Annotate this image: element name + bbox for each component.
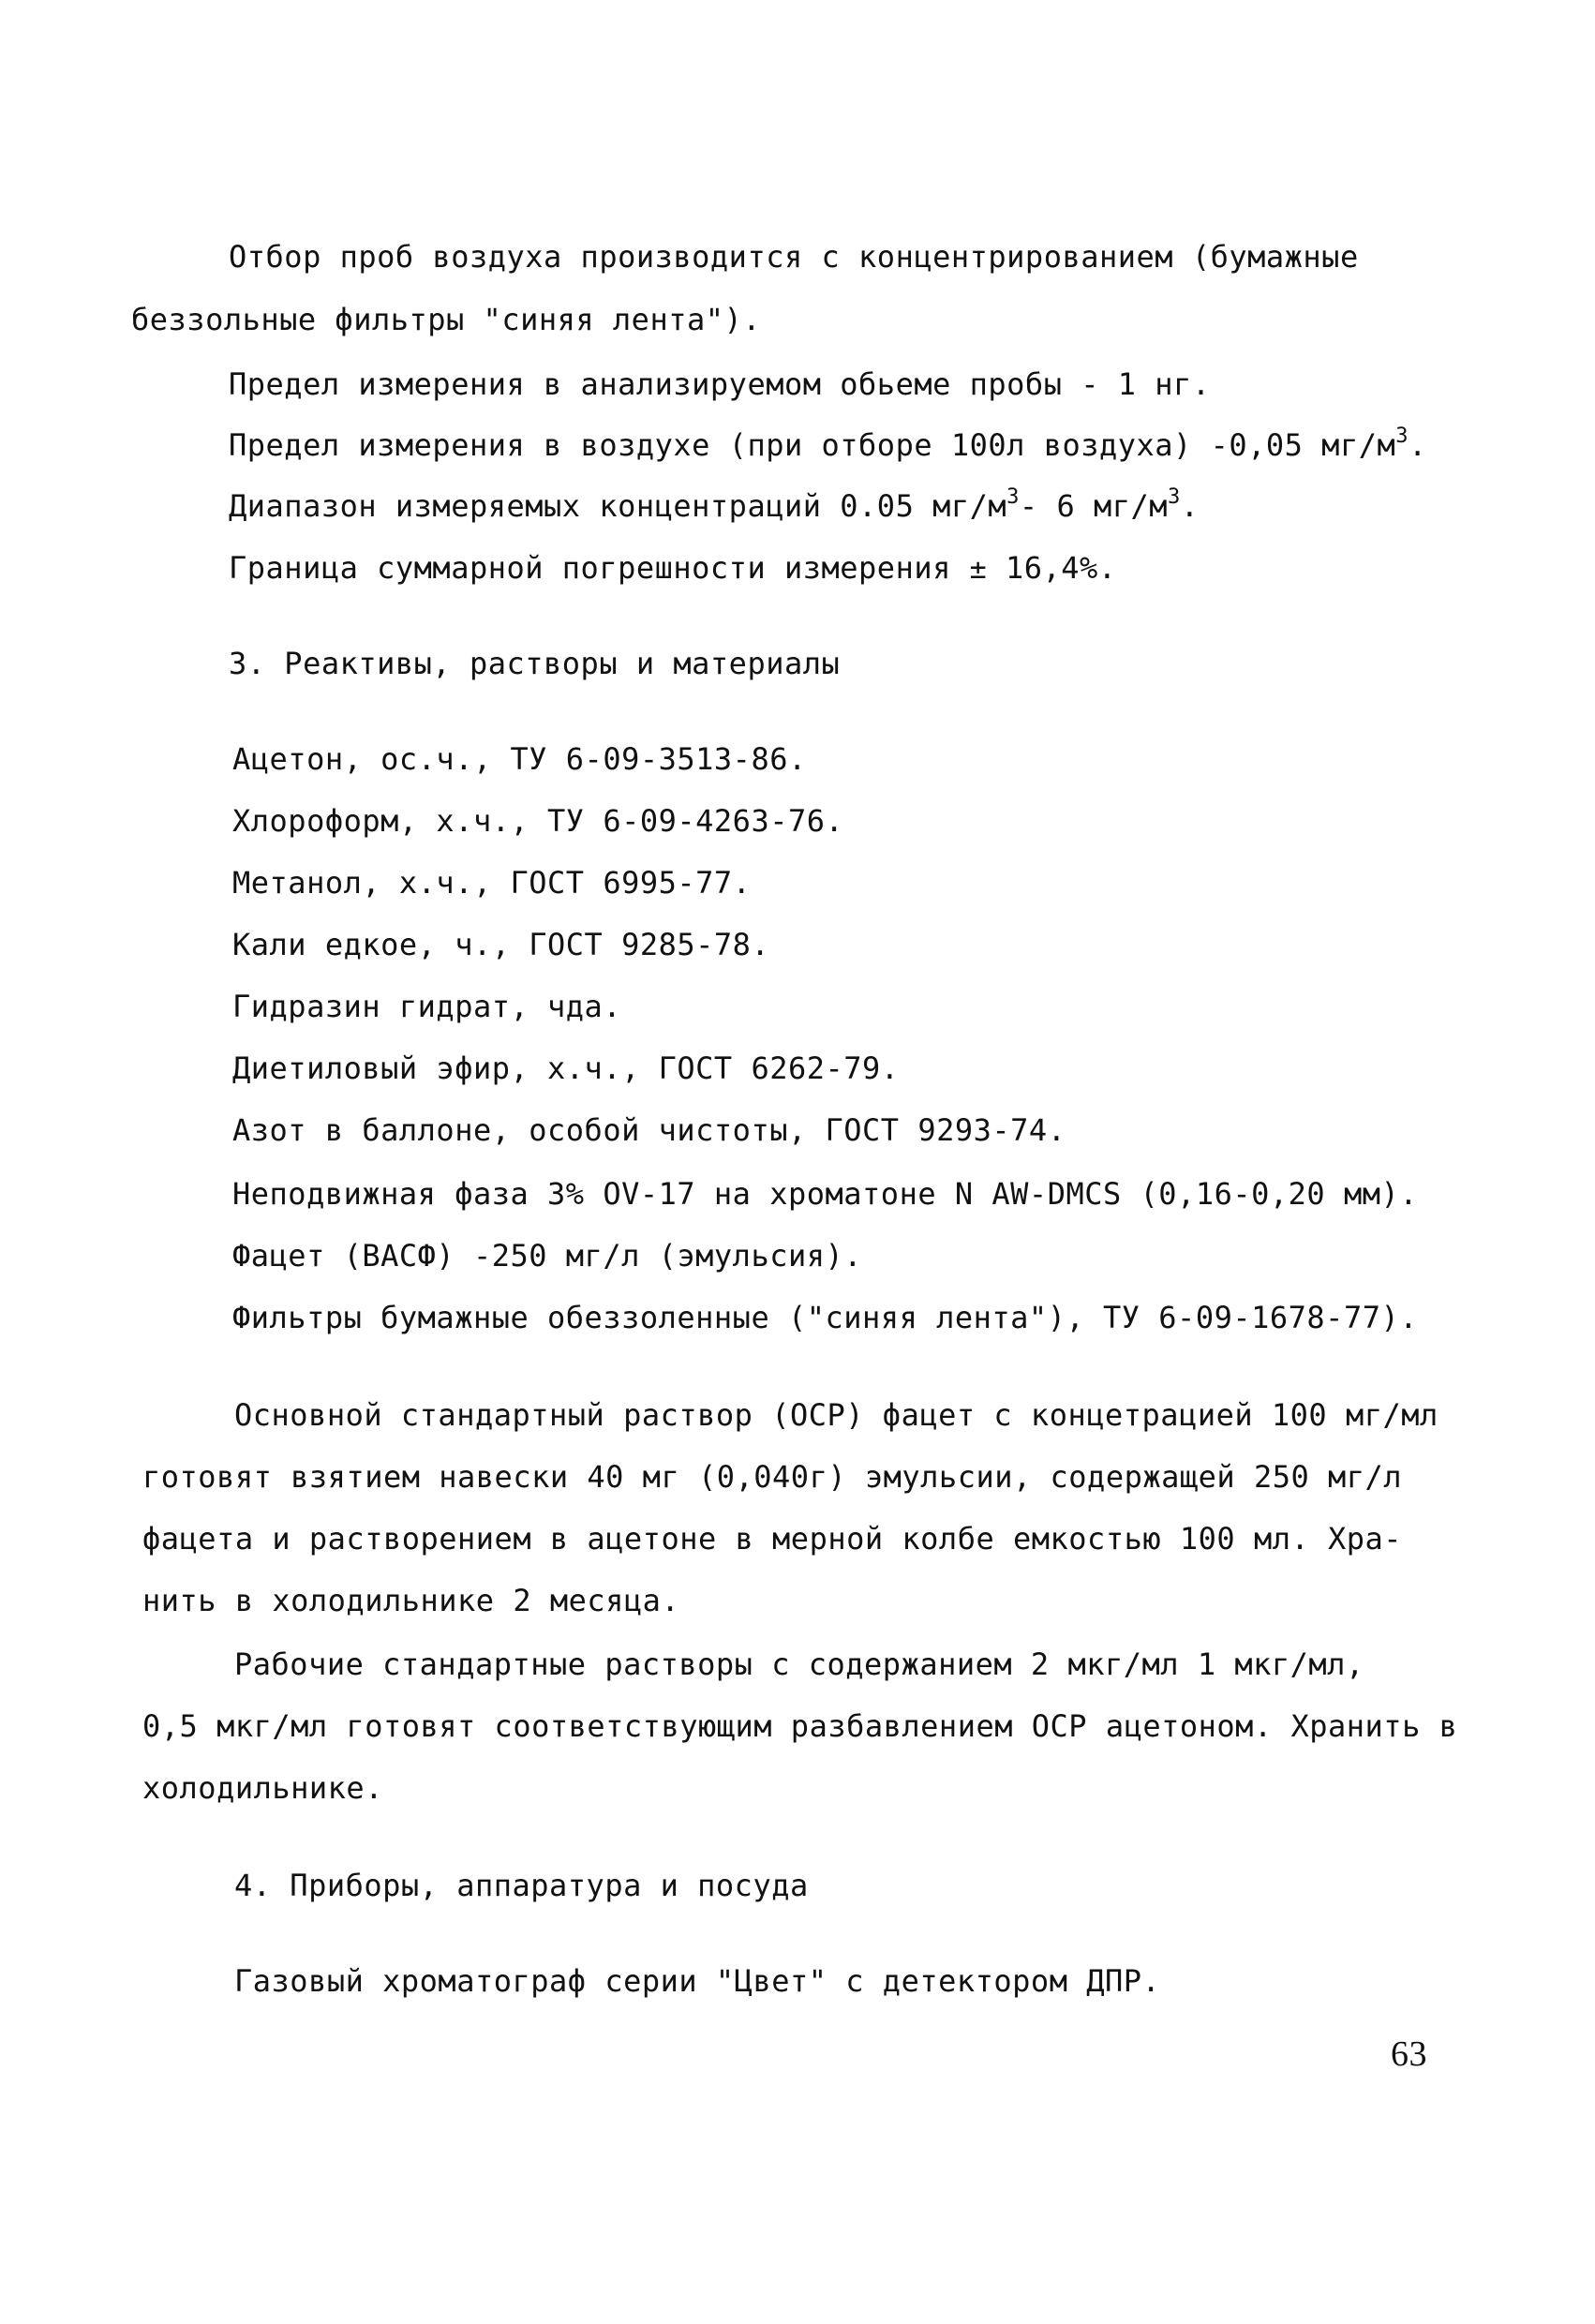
concentration-range-b: - 6 мг/м <box>1019 488 1169 524</box>
error-bound-b: 16,4%. <box>987 550 1117 586</box>
equipment-item: Газовый хроматограф серии "Цвет" с детектором ДПР. <box>234 1963 1161 1999</box>
section-3-heading: 3. Реактивы, растворы и материалы <box>229 646 841 681</box>
osr-line: нить в холодильнике 2 месяца. <box>142 1583 680 1618</box>
concentration-range-a: Диапазон измеряемых концентраций 0.05 мг/м <box>229 488 1007 524</box>
superscript-3: 3 <box>1168 485 1181 509</box>
period: . <box>1180 488 1200 524</box>
superscript-3: 3 <box>1006 485 1020 509</box>
reagent-item: Диетиловый эфир, х.ч., ГОСТ 6262-79. <box>232 1050 900 1086</box>
concentration-range <box>229 487 1200 529</box>
reagent-item: Ацетон, ос.ч., ТУ 6-09-3513-86. <box>232 741 807 777</box>
working-solution-line: Рабочие стандартные растворы с содержанием 2 мкг/мл 1 мкг/мл, <box>234 1646 1364 1682</box>
measurement-limit-air <box>229 426 1427 469</box>
measurement-limit-air-text: Предел измерения в воздухе (при отборе 100л воздуха) -0,05 мг/м <box>229 427 1396 463</box>
page-number: 63 <box>1391 2034 1427 2074</box>
reagent-item: Фильтры бумажные обеззоленные ("синяя лента"), ТУ 6-09-1678-77). <box>232 1300 1418 1335</box>
reagent-item: Фацет (ВАСФ) -250 мг/л (эмульсия). <box>232 1238 863 1274</box>
error-bound-a: Граница суммарной погрешности измерения <box>229 550 970 586</box>
intro-line-2: беззольные фильтры "синяя лента"). <box>131 302 762 337</box>
error-bound <box>229 549 1117 588</box>
plus-minus-sign: ± <box>969 553 988 586</box>
period: . <box>1408 427 1427 463</box>
measurement-limit-sample: Предел измерения в анализируемом обьеме пробы - 1 нг. <box>229 366 1211 402</box>
working-solution-line: 0,5 мкг/мл готовят соответствующим разбавлением ОСР ацетоном. Хранить в <box>142 1708 1458 1744</box>
reagent-item: Азот в баллоне, особой чистоты, ГОСТ 9293-74. <box>232 1112 1066 1148</box>
superscript-3: 3 <box>1395 425 1409 448</box>
reagent-item: Неподвижная фаза 3% OV-17 на хроматоне N AW-DMCS (0,16-0,20 мм). <box>232 1176 1418 1212</box>
reagent-item: Кали едкое, ч., ГОСТ 9285-78. <box>232 927 770 962</box>
working-solution-line: холодильнике. <box>142 1770 383 1806</box>
reagent-item: Метанол, х.ч., ГОСТ 6995-77. <box>232 865 752 901</box>
reagent-item: Гидразин гидрат, чда. <box>232 989 622 1024</box>
section-4-heading: 4. Приборы, аппаратура и посуда <box>234 1868 809 1903</box>
reagent-item: Хлороформ, х.ч., ТУ 6-09-4263-76. <box>232 803 844 839</box>
osr-line: готовят взятием навески 40 мг (0,040г) эмульсии, содержащей 250 мг/л <box>142 1459 1403 1495</box>
intro-line-1: Отбор проб воздуха производится с концентрированием (бумажные <box>229 239 1359 275</box>
osr-line: фацета и растворением в ацетоне в мерной колбе емкостью 100 мл. Хра- <box>142 1521 1403 1557</box>
osr-line: Основной стандартный раствор (ОСР) фацет с концетрацией 100 мг/мл <box>234 1397 1438 1433</box>
